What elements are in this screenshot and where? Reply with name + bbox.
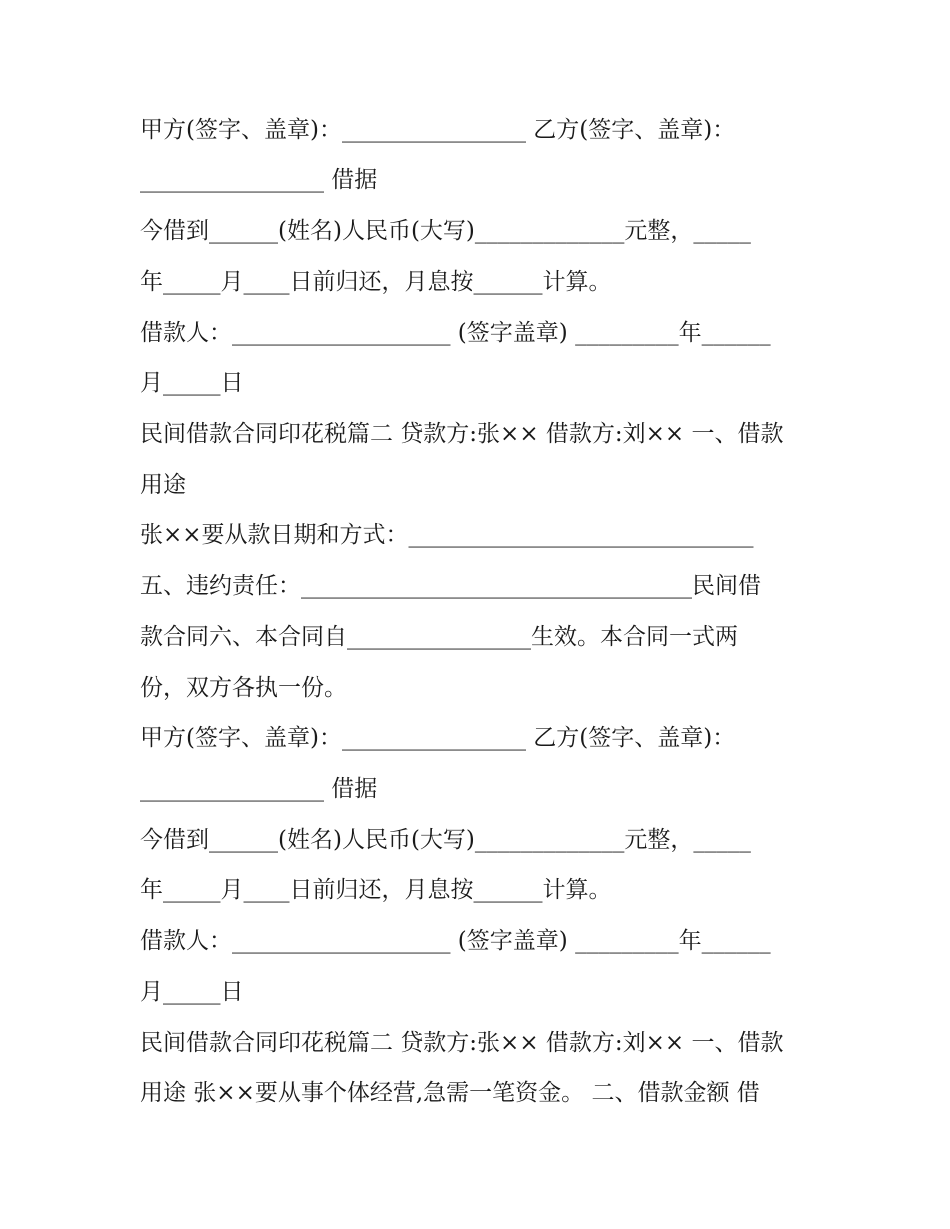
text-line: 甲方(签字、盖章)：________________ 乙方(签字、盖章)： bbox=[140, 117, 736, 143]
text-line: 用途 张××要从事个体经营,急需一笔资金。 二、借款金额 借 bbox=[140, 1080, 760, 1106]
text-line: 甲方(签字、盖章)：________________ 乙方(签字、盖章)： bbox=[140, 725, 736, 751]
text-line: ________________ 借据 bbox=[140, 776, 378, 802]
text-line: 五、违约责任：__________________________________民间借 bbox=[140, 573, 761, 599]
text-line: 今借到______(姓名)人民币(大写)_____________元整，_____ bbox=[140, 827, 751, 853]
text-line: 份，双方各执一份。 bbox=[140, 675, 347, 701]
text-line: 用途 bbox=[140, 472, 186, 498]
text-line: 借款人：___________________ (签字盖章) _________年______ bbox=[140, 928, 771, 954]
text-line: ________________ 借据 bbox=[140, 167, 378, 193]
text-line: 款合同六、本合同自________________生效。本合同一式两 bbox=[140, 624, 738, 650]
text-line: 月_____日 bbox=[140, 979, 244, 1005]
text-line: 今借到______(姓名)人民币(大写)_____________元整，_____ bbox=[140, 218, 751, 244]
text-line: 月_____日 bbox=[140, 370, 244, 396]
text-line: 民间借款合同印花税篇二 贷款方:张×× 借款方:刘×× 一、借款 bbox=[140, 1030, 784, 1056]
text-line: 年_____月____日前归还，月息按______计算。 bbox=[140, 877, 612, 903]
text-line: 民间借款合同印花税篇二 贷款方:张×× 借款方:刘×× 一、借款 bbox=[140, 421, 784, 447]
text-line: 年_____月____日前归还，月息按______计算。 bbox=[140, 269, 612, 295]
text-line: 借款人：___________________ (签字盖章) _________年______ bbox=[140, 320, 771, 346]
text-line: 张××要从款日期和方式：______________________________ bbox=[140, 522, 754, 548]
